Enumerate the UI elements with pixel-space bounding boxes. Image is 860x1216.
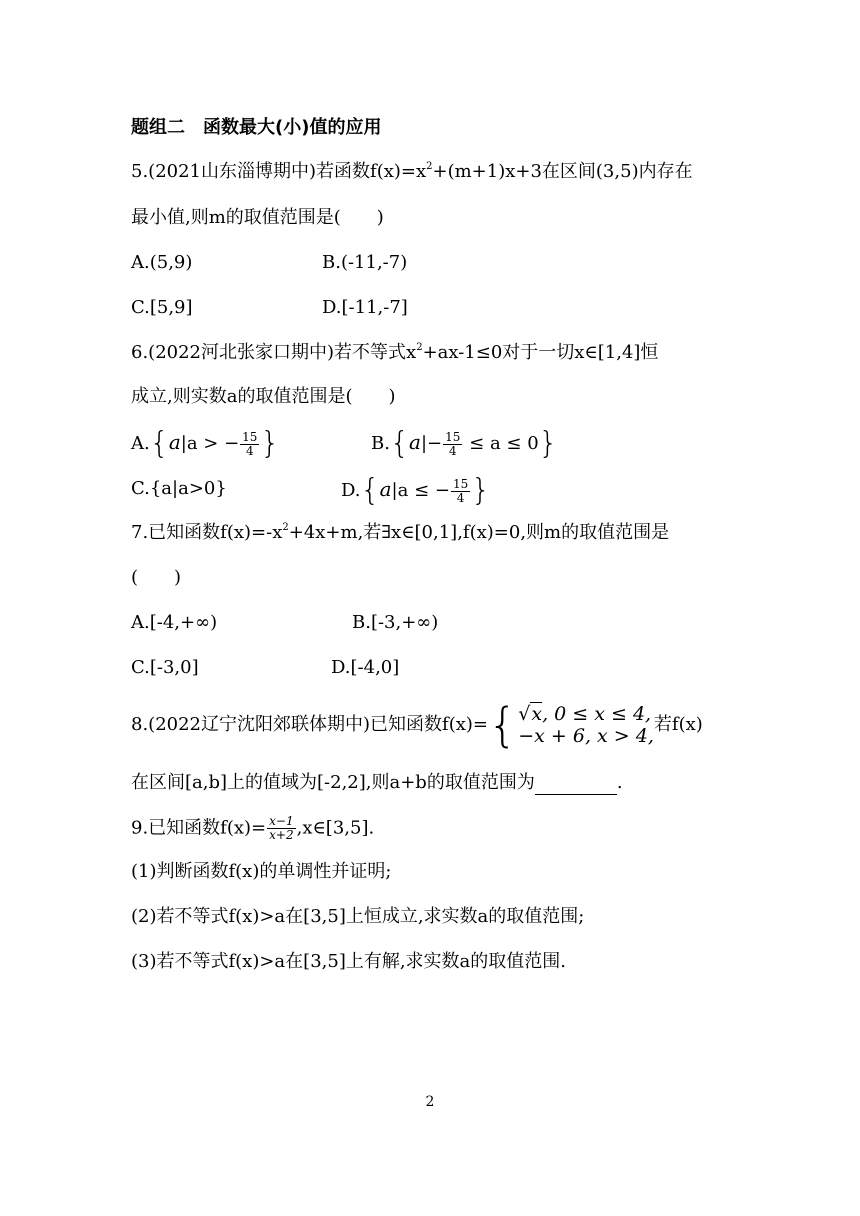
question-7-superscript: 2 [282,522,289,533]
page-number: 2 [425,1094,435,1110]
question-7-text-b: +4x+m,若∃x∈[0,1],f(x)=0,则m的取值范围是 [288,522,670,543]
option-label: D. [341,480,361,501]
piecewise-brace-icon: { [487,698,518,752]
question-5-line-1 [131,160,693,184]
right-brace-icon: } [538,426,558,461]
fraction-denominator: 4 [448,443,457,458]
piecewise-row-1-condition: , 0 ≤ x ≤ 4, [542,703,652,725]
fraction [443,431,462,458]
section-heading: 题组二 函数最大(小)值的应用 [131,117,382,138]
question-9-part-2: (2)若不等式f(x)>a在[3,5]上恒成立,求实数a的取值范围; [131,906,585,927]
question-5-text-a: 5.(2021山东淄博期中)若函数f(x)=x [131,161,427,182]
option-label: A. [131,433,150,454]
set-condition-tail: ≤ a ≤ 0 [463,433,539,454]
fraction-numerator: x−1 [269,814,294,828]
question-9-part-3: (3)若不等式f(x)>a在[3,5]上有解,求实数a的取值范围. [131,951,567,972]
question-6-line-2: 成立,则实数a的取值范围是( ) [131,386,396,407]
left-brace-icon: { [360,473,380,508]
question-9-line-1 [131,815,374,842]
question-7-text-a: 7.已知函数f(x)=-x [131,522,283,543]
piecewise-rows [518,703,654,747]
fraction [240,431,259,458]
set-variable: a [379,477,392,501]
question-6-option-c: C.{a|a>0} [131,478,227,499]
question-5-option-d: D.[-11,-7] [322,297,408,318]
fraction-numerator: 15 [452,476,469,491]
question-5-superscript: 2 [426,161,433,172]
question-6-text-b: +ax-1≤0对于一切x∈[1,4]恒 [422,342,659,363]
fraction-numerator: 15 [242,429,258,444]
question-7-line-1 [131,521,669,545]
question-5-option-b: B.(-11,-7) [322,252,408,273]
sqrt-argument: x [531,703,543,725]
fraction-numerator: 15 [445,429,461,444]
right-brace-icon: } [260,426,280,461]
question-8-text-b: 若f(x) [653,714,703,735]
question-8-line-2 [131,771,623,795]
fraction-denominator: x+2 [269,828,294,842]
question-6-option-b [371,426,558,461]
question-6-option-a [131,426,280,461]
left-brace-icon: { [149,426,169,461]
question-6-option-d [341,473,491,508]
fraction-denominator: 4 [245,443,254,458]
question-7-option-d: D.[-4,0] [331,657,400,678]
question-5-option-a: A.(5,9) [131,252,193,273]
question-7-line-2: ( ) [131,567,182,588]
left-brace-icon: { [389,426,410,461]
question-8-period: . [616,772,623,793]
answer-blank[interactable] [535,776,617,795]
set-variable: a [168,430,181,454]
question-5-text-b: +(m+1)x+3在区间(3,5)内存在 [432,161,693,182]
set-variable: a [409,430,421,454]
question-9-part-1: (1)判断函数f(x)的单调性并证明; [131,861,392,882]
question-9-text-a: 9.已知函数f(x)= [131,817,267,839]
right-brace-icon: } [471,473,491,508]
fraction [267,815,295,842]
question-6-superscript: 2 [416,342,423,353]
set-condition: |− [420,433,443,454]
question-8-text-c: 在区间[a,b]上的值域为[-2,2],则a+b的取值范围为 [131,772,535,793]
piecewise-row-2: −x + 6, x > 4, [518,725,654,747]
question-8-text-a: 8.(2022辽宁沈阳郊联体期中)已知函数f(x)= [131,714,488,735]
question-6-line-1 [131,341,658,365]
question-7-option-a: A.[-4,+∞) [131,612,218,633]
piecewise-row-1 [518,703,654,725]
question-6-text-a: 6.(2022河北张家口期中)若不等式x [131,342,417,363]
set-condition: |a > − [180,433,240,454]
piecewise-function [487,698,654,752]
option-label: B. [371,433,390,454]
question-5-option-c: C.[5,9] [131,297,193,318]
set-condition: |a ≤ − [391,480,450,501]
question-7-option-b: B.[-3,+∞) [352,612,439,633]
question-9-text-b: ,x∈[3,5]. [296,817,375,839]
question-5-line-2: 最小值,则m的取值范围是( ) [131,207,384,228]
question-8-line-1 [131,698,703,752]
sqrt-icon: √ [518,703,531,725]
fraction [451,478,470,505]
question-7-option-c: C.[-3,0] [131,657,199,678]
fraction-denominator: 4 [456,490,465,505]
